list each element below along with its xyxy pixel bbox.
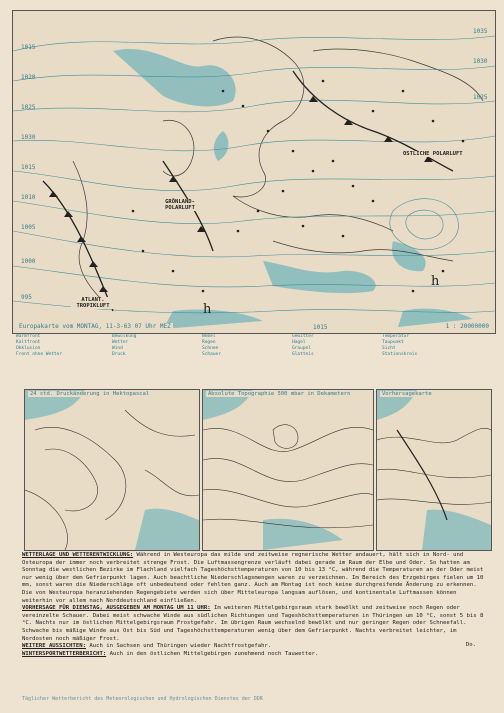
isobar-label: 1005 [21,224,36,231]
topography-drawing [203,390,373,550]
legend-column [202,334,221,358]
isobar-label: 1020 [21,74,36,81]
auxiliary-maps [24,389,490,551]
legend-item: Bewölkung [112,334,137,339]
outlook-paragraph [22,643,490,651]
legend-item: Wetter [112,340,129,345]
front-symbols [49,96,433,292]
legend-item: Nebel [202,334,216,339]
isobar-label: 1015 [21,44,36,51]
map-scale: 1 : 20000000 [445,323,489,330]
panel-title: 24 std. Druckänderung in Hektopascal [30,391,150,397]
front-label: ATLANT. TROPIKLUFT [71,297,115,309]
topography-map [202,389,374,551]
section-body: Auch in Sachsen und Thüringen wieder Nachtfrostgefahr. [89,643,272,650]
pressure-change-drawing [25,390,199,550]
forecast-map [376,389,492,551]
pressure-change-map [24,389,200,551]
section-body: Im weiteren Mittelgebirgsraum stark bewölkt und zeitweise noch Regen oder vereinzelte Schauer. Dabei meist schwache Winde aus südlichen Richtungen und Tageshöchsttemperaturen in Thüringen um 10 °C, sonst 5 bis 8 °C. Nachts nur im östlichen Mittelgebirgsraum Frostgefahr. Im übrigen Raum wechselnd bewölkt und nur geringer Regen oder Schneefall. Schwache bis mäßige Winde aus Ost bis Süd und Tageshöchsttemperaturen wenig über dem Gefrierpunkt. Nachts verbreitet leichter, im Nordosten noch mäßiger Frost. [22,605,484,642]
forecast-paragraph [22,605,490,643]
isobar-label: 1000 [21,258,36,265]
legend-item: Okklusion [16,346,41,351]
legend-item: Druck [112,352,126,357]
section-body: Auch in den östlichen Mittelgebirgen zunehmend noch Tauwetter. [109,650,319,657]
isobar-label: 1025 [473,94,488,101]
section-heading: WEITERE AUSSICHTEN: [22,643,86,650]
legend-item: Hagel [292,340,306,345]
legend-item: Wind [112,346,123,351]
isobar-label: 1025 [21,104,36,111]
legend-item: Graupel [292,346,311,351]
legend-item: Sicht [382,346,396,351]
isobar-label: 995 [21,294,32,301]
map-drawing [13,11,495,333]
europe-weather-map [12,10,496,334]
panel-title: Vorhersagekarte [382,391,432,397]
map-caption: Europakarte vom MONTAG, 11-3-63 07 Uhr MEZ [19,323,171,330]
weather-situation-paragraph [22,552,490,605]
forecast-drawing [377,390,491,550]
legend-item: Taupunkt [382,340,404,345]
section-heading: WETTERLAGE UND WETTERENTWICKLUNG: [22,552,134,558]
legend-item: Regen [202,340,216,345]
legend-column [16,334,62,358]
forecast-text [22,552,490,658]
legend-item: Kaltfront [16,340,41,345]
panel-title: Absolute Topographie 500 mbar in Dekametern [208,391,351,397]
isobar-label: 1030 [473,58,488,65]
isobar-label: 1015 [21,164,36,171]
front-label: OSTLICHE POLARLUFT [403,151,463,157]
legend-item: Gewitter [292,334,314,339]
legend-item: Glatteis [292,352,314,357]
wintersport-paragraph [22,651,490,659]
isobar-label: 1015 [313,324,328,331]
legend-item: Front ohne Wetter [16,352,63,357]
isobar-label: 1030 [21,134,36,141]
map-legend [12,334,494,386]
isobar-label: 1010 [21,194,36,201]
isobars [13,36,495,313]
front-label: GRÖNLAND-POLARLUFT [159,199,201,211]
section-body: Während in Westeuropa das milde und zeitweise regnerische Wetter andauert, hält sich in Nord- und Osteuropa der immer noch verbreitet strenge Frost. Die Luftmassengrenze verläuft dabei gerade im Raum der Elbe und Oder. So hatten am Sonntag die westlichen Bezirke im Flachland vielfach Tageshöchsttemperaturen von 10 bis 13 °C, während die Temperaturen an der Oder meist nur wenig über dem Gefrierpunkt lagen. Auch beachtliche Niederschlagsmengen waren zu verzeichnen. Im Bereich des Erzgebirges fielen um 10 mm, sonst waren die Niederschläge oft unbedeutend oder fehlten ganz. Auch am Montag ist noch keine durchgreifende Änderung zu erkennen. Die von Westeuropa heranziehenden Regengebiete werden sich über Mitteleuropa langsam auflösen, und kontinentale Luftmassen können weiterhin vor allem nach Norddeutschland einfließen. [22,552,484,604]
svg-text:h: h [203,302,212,317]
legend-item: Schauer [202,352,221,357]
section-heading: VORHERSAGE FÜR DIENSTAG, AUSGEGEBEN AM MONTAG UM 11 UHR: [22,605,211,612]
legend-column [382,334,417,358]
legend-item: Schnee [202,346,219,351]
legend-item: Stationskreis [382,352,418,357]
isobar-label: 1035 [473,28,488,35]
section-heading: WINTERSPORTWETTERBERICHT: [22,650,107,657]
publisher-footer: Täglicher Wetterbericht des Meteorologischen und Hydrologischen Dienstes der DDR [22,696,263,702]
legend-column [112,334,136,358]
water-areas [113,49,473,329]
legend-column [292,334,314,358]
legend-item: Warmfront [16,334,41,339]
author-signature: Do. [465,642,476,648]
legend-item: Temperatur [382,334,410,339]
svg-text:h: h [431,274,440,289]
